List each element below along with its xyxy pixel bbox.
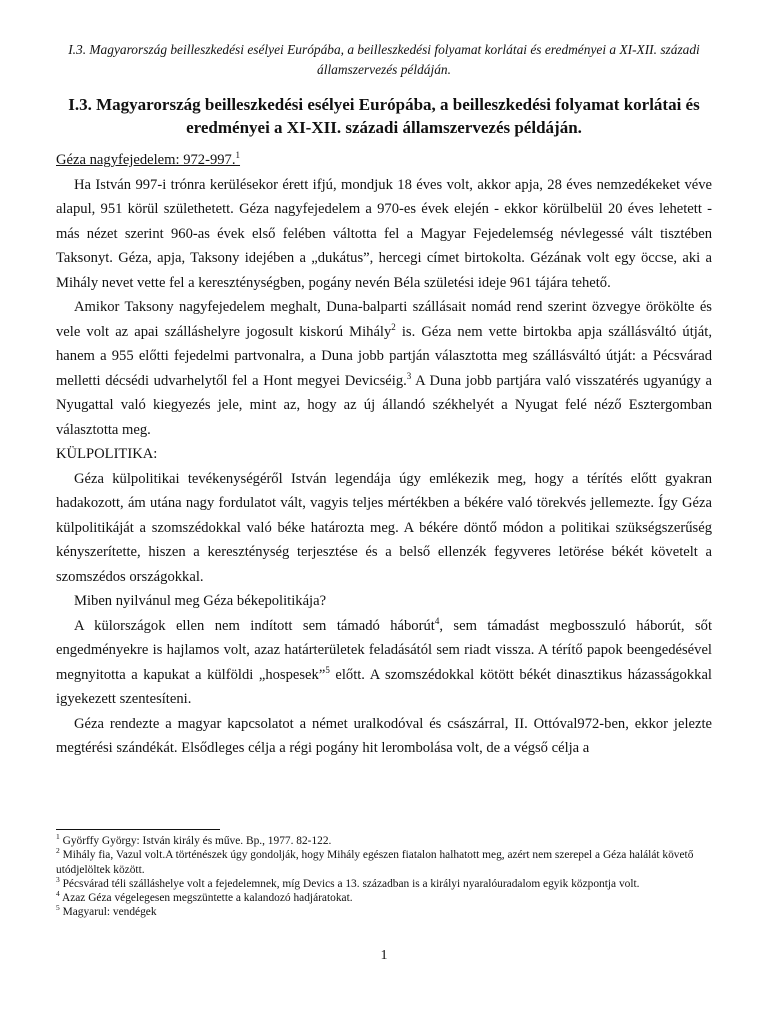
footnote-ref: 2: [391, 321, 396, 332]
footnote: [56, 905, 712, 919]
footnote-number: 5: [56, 903, 60, 913]
subheading-text: Géza nagyfejedelem: 972-997.: [56, 152, 236, 168]
paragraph-text: előtt. A szomszédokkal kötött békét dinasztikus házasságokkal igyekezett szentesíteni.: [56, 666, 712, 707]
paragraph-text: , sem támadást megbosszuló háborút, sőt engedményekre is hajlamos volt, azaz határterületek feladásától sem riadt vissza. A térítő papok beengedésével megnyitotta a kapukat a külföldi „hospesek”: [56, 617, 713, 683]
paragraph-text: A külországok ellen nem indított sem támadó háborút: [74, 617, 435, 634]
footnote-text: Györffy György: István király és műve. Bp., 1977. 82-122.: [59, 835, 332, 847]
paragraph-text: A Duna jobb partjára való visszatérés ugyanúgy a Nyugattal való kiegyezés jele, mint az, hogy az új állandó székhelyét a Nyugat felé néző Esztergomban választotta meg.: [56, 372, 712, 438]
footnote-separator: [56, 829, 220, 830]
footnote-text: Magyarul: vendégek: [59, 906, 157, 919]
paragraph: Géza külpolitikai tevékenységéről István legendája úgy emlékezik meg, hogy a térítés előtt gyakran hadakozott, ám utána nagy fordulatot vált, vagyis teljes mértékben a békére való törekvés jellemezte. Így Géza külpolitikáját a szomszédokkal való béke határozta meg. A békére döntő módon a politikai szükségszerűség kényszerítette, hiszen a kereszténység terjesztése és a belső ellenzék fegyveres letörése békét követelt a szomszédos országokkal.: [56, 470, 712, 585]
running-header: I.3. Magyarország beilleszkedési esélyei Európába, a beilleszkedési folyamat korlátai és eredményei a XI-XII. századi államszervezés példáján.: [68, 42, 700, 77]
footnote-ref: 5: [325, 664, 330, 675]
footnotes: [56, 834, 712, 920]
footnote-text: Pécsvárad téli szálláshelye volt a fejedelemnek, míg Devics a 13. században is a királyi nyaralóuradalom egyik központja volt.: [59, 877, 640, 890]
footnote: [56, 848, 712, 877]
footnote-text: Azaz Géza végelegesen megszüntette a kalandozó hadjáratokat.: [59, 892, 353, 905]
footnote: [56, 891, 712, 905]
paragraph-text: is. Géza nem vette birtokba apja szállásváltó útját, hanem a 955 előtti fejedelmi partvonalra, a Duna jobb partján választotta meg szállásváltó útját: a Pécsvárad melletti décsédi udvarhelytől fel a Hont megyei Devicséig.: [56, 323, 712, 389]
paragraph: Ha István 997-i trónra kerülésekor érett ifjú, mondjuk 18 éves volt, akkor apja, 28 éves nemzedékeket véve alapul, 951 körül születhetett. Géza nagyfejedelem a 970-es évek elején - ekkor körülbelül 20 éves lehetett - más nézet szerint 960-as évek első felében váltotta fel a Magyar Fejedelemség névlegessé vált tisztében Taksonyt. Géza, apja, Taksony idejében a „dukátus”, hercegi címet birtokolta. Gézának volt egy öccse, aki a Mihály nevet vette fel a kereszténységben, pogány nevén Béla születési ideje 961 tájára tehető.: [56, 176, 712, 291]
body-text: [56, 148, 712, 761]
footnote-ref: 1: [235, 150, 241, 161]
footnote: [56, 877, 712, 891]
footnote: [56, 834, 712, 848]
footnote-ref: 4: [434, 615, 440, 626]
paragraph: [56, 614, 712, 712]
section-heading: KÜLPOLITIKA:: [56, 446, 158, 462]
paragraph: Miben nyilvánul meg Géza békepolitikája?: [74, 593, 327, 609]
footnote-number: 3: [56, 875, 60, 885]
footnote-number: 4: [56, 889, 60, 899]
footnote-ref: 3: [406, 370, 412, 381]
paragraph: Géza rendezte a magyar kapcsolatot a német uralkodóval és császárral, II. Ottóval972-ben, ekkor jelezte megtérési szándékát. Elsődleges célja a régi pogány hit lerombolása volt, de a végső célja a: [56, 715, 712, 756]
footnote-number: 2: [56, 846, 60, 856]
paragraph-text: Amikor Taksony nagyfejedelem meghalt, Duna-balparti szállásait nomád rend szerint özvegye örökölte és vele volt az apai szálláshelyre jogosult kiskorú Mihály: [56, 299, 712, 340]
page-number: 1: [380, 948, 388, 963]
paragraph: [56, 295, 712, 442]
section-subheading: [56, 148, 712, 173]
footnote-number: 1: [56, 832, 60, 842]
document-title: I.3. Magyarország beilleszkedési esélyei Európába, a beilleszkedési folyamat korlátai és eredményei a XI-XII. századi államszervezés példáján.: [68, 95, 700, 137]
footnote-text: Mihály fia, Vazul volt.A történészek úgy gondolják, hogy Mihály egészen fiatalon halhatott meg, azért nem szerepel a Géza halálát követő utódjelöltek között.: [56, 849, 694, 876]
